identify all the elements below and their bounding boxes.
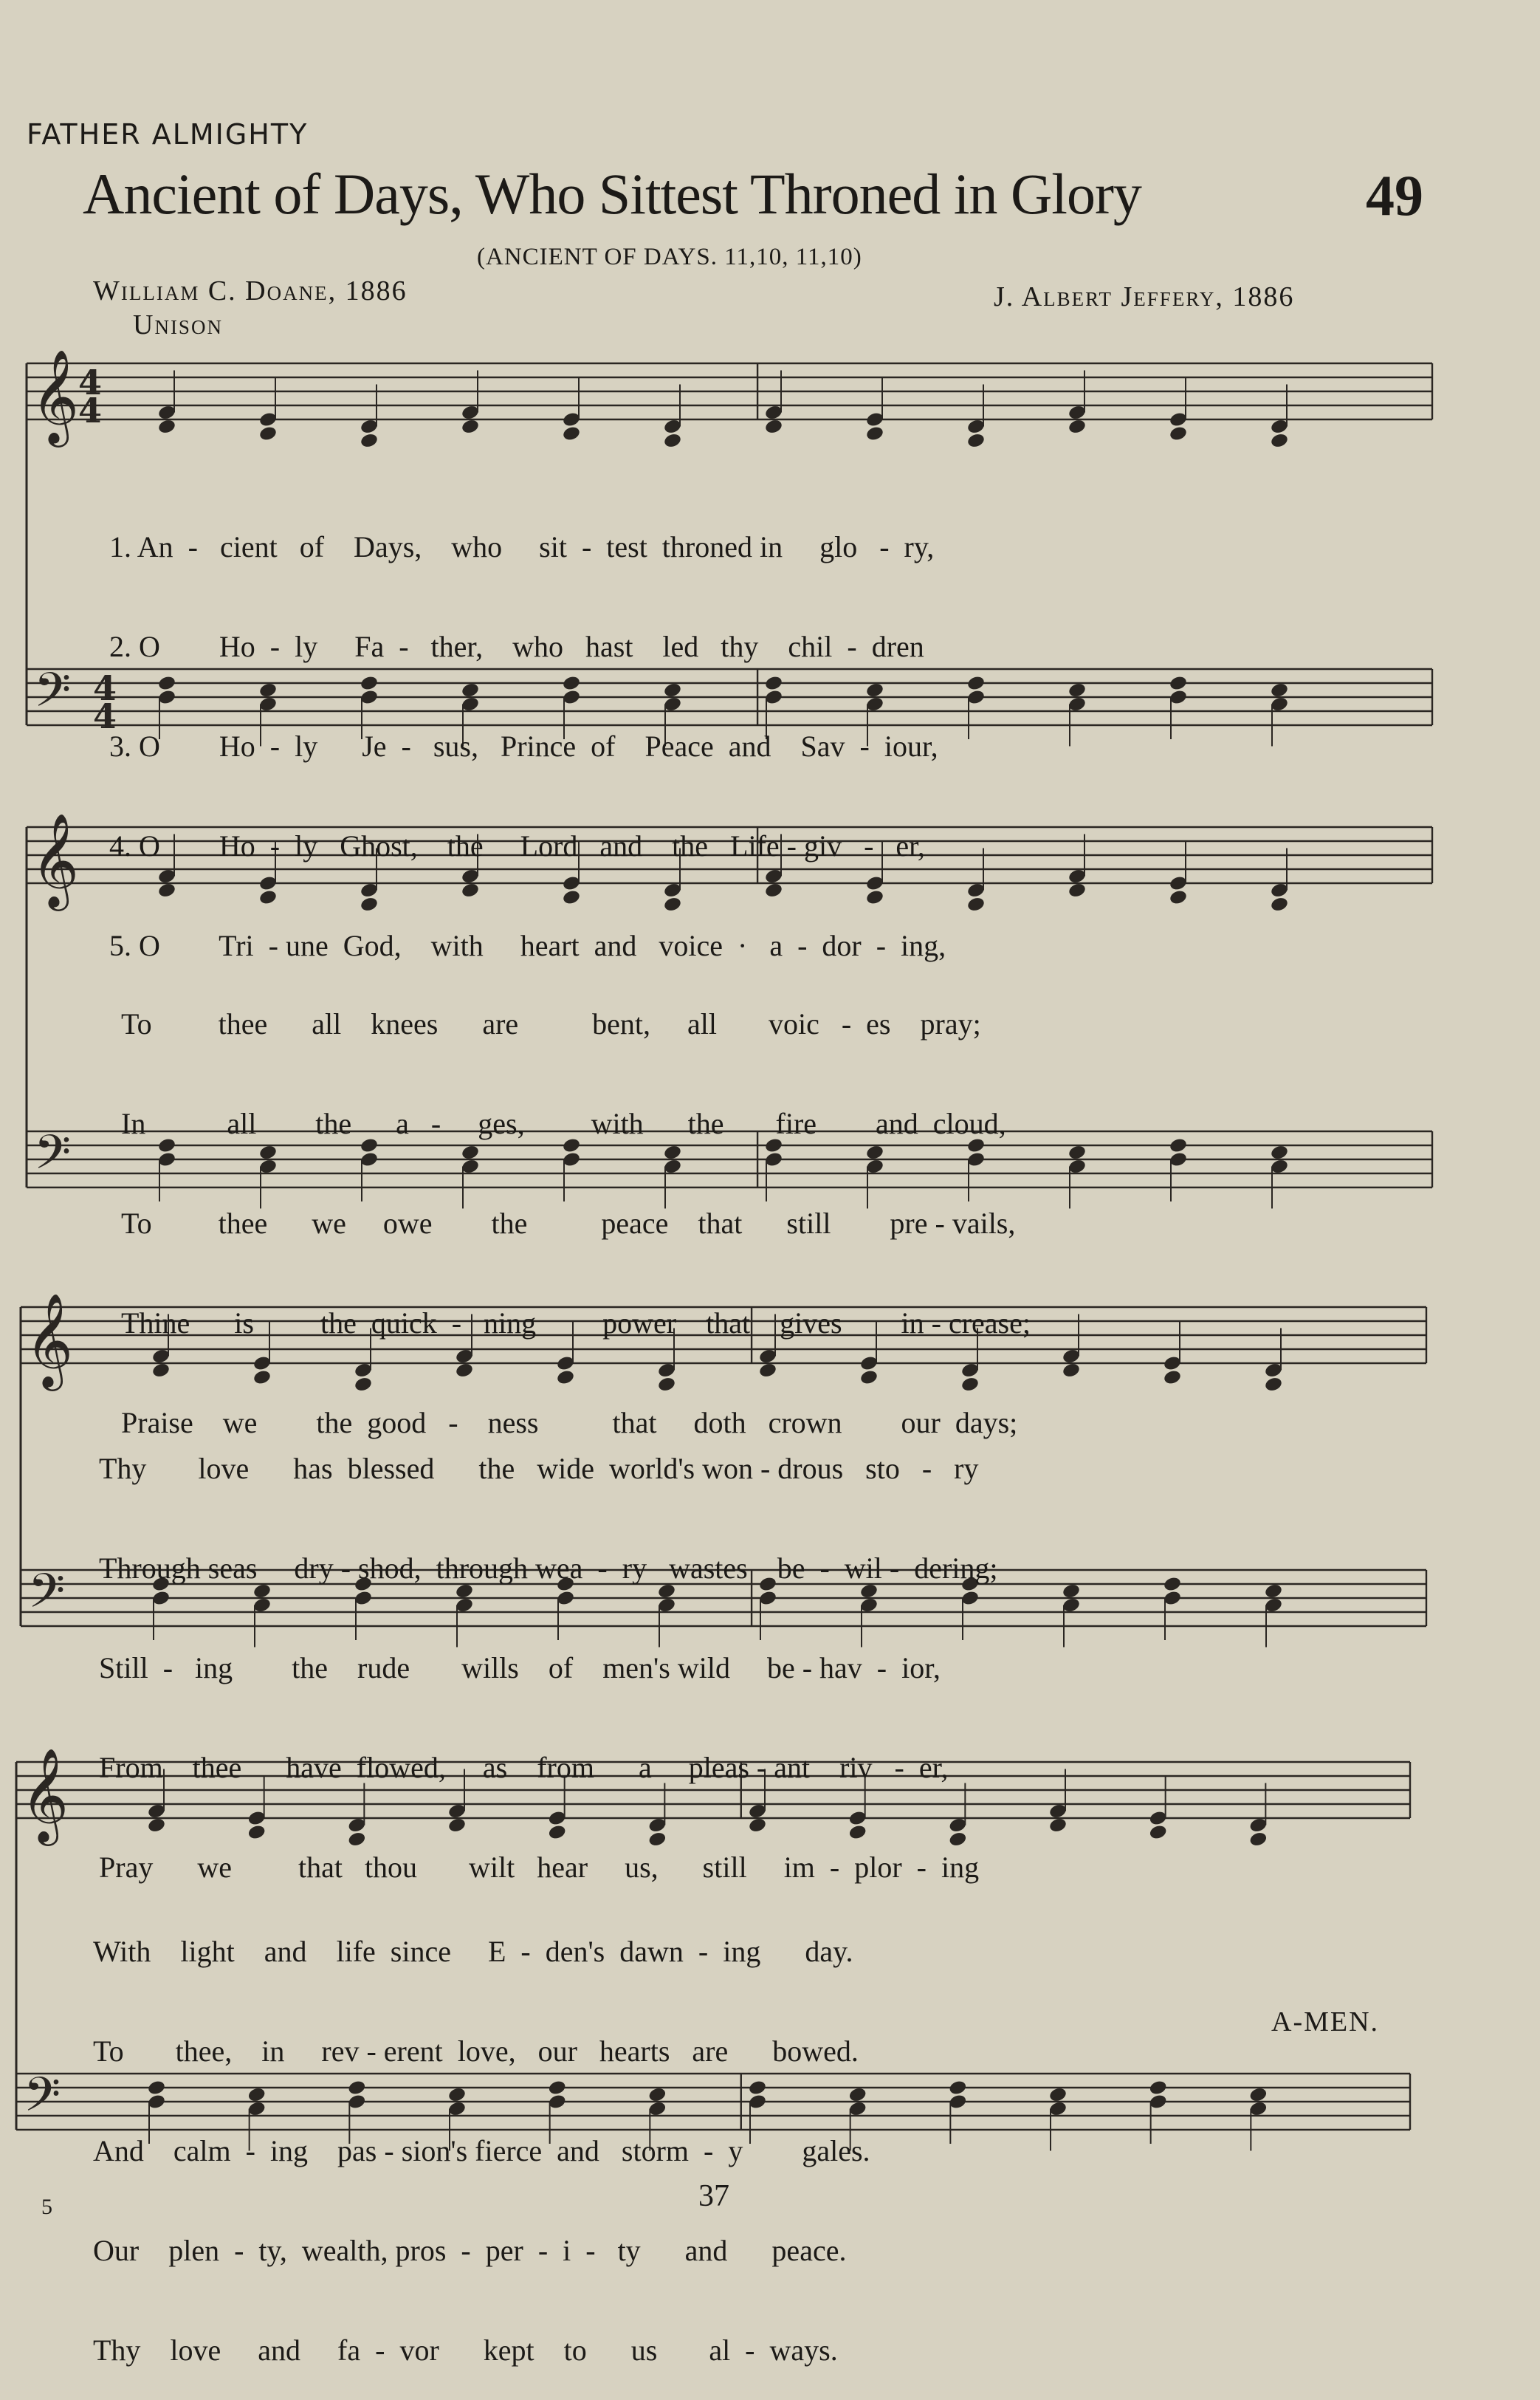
treble-clef-icon: 𝄞	[21, 1747, 69, 1842]
lyric-line: To thee, in rev - erent love, our hearts are bowed.	[93, 2034, 859, 2068]
note-head	[966, 432, 986, 449]
note-head	[1163, 1369, 1182, 1386]
note-head	[1248, 2086, 1268, 2103]
lyric-line: 1. An - cient of Days, who sit - test throned in glo - ry,	[109, 530, 935, 563]
lyric-line: Thy love and fa - vor kept to us al - ways.	[93, 2334, 838, 2367]
lyric-line: From thee have flowed, as from a pleas - ant riv - er,	[99, 1751, 949, 1784]
note-head	[1048, 1817, 1068, 1834]
note-head	[1062, 1583, 1081, 1600]
time-signature: 4	[78, 363, 103, 402]
lyric-line: With light and life since E - den's dawn - ing day.	[93, 1935, 853, 1968]
unison-direction: Unison	[133, 309, 223, 340]
hymn-number: 49	[1366, 163, 1423, 227]
note-head	[865, 425, 884, 442]
lyric-line: Thy love has blessed the wide world's won - drous sto - ry	[99, 1452, 979, 1485]
bass-clef-icon: 𝄢	[28, 1564, 66, 1631]
bass-clef-icon: 𝄢	[24, 2068, 61, 2134]
note-head	[948, 2080, 967, 2096]
note-head	[1264, 1583, 1283, 1600]
note-head	[1068, 1144, 1087, 1161]
hymn-title: Ancient of Days, Who Sittest Throned in Glory	[83, 162, 1141, 226]
lyric-line: To thee we owe the peace that still pre - vails,	[121, 1207, 1016, 1240]
time-signature: 4	[93, 668, 117, 708]
note-head	[1169, 675, 1188, 692]
time-signature: 4	[78, 391, 103, 431]
lyrics-system-1	[109, 464, 946, 995]
note-head	[157, 418, 176, 435]
note-head	[663, 432, 682, 449]
lyric-line: Through seas dry - shod, through wea - ry wastes be - wil - dering;	[99, 1552, 998, 1585]
note-head	[966, 675, 986, 692]
section-heading: FATHER ALMIGHTY	[27, 118, 309, 151]
note-head	[461, 418, 480, 435]
lyric-line: Still - ing the rude wills of men's wild be - hav - ior,	[99, 1651, 941, 1684]
note-head	[1169, 889, 1188, 906]
note-head	[1169, 1137, 1188, 1154]
tune-name: (ANCIENT OF DAYS. 11,10, 11,10)	[477, 244, 862, 270]
lyric-line: 4. O Ho - ly Ghost, the Lord and the Life - giv - er,	[109, 829, 925, 863]
time-signature: 4	[93, 696, 117, 736]
note-head	[258, 425, 278, 442]
treble-clef-icon: 𝄞	[31, 349, 80, 443]
note-head	[1068, 418, 1087, 435]
note-head	[1163, 1576, 1182, 1593]
note-head	[562, 425, 581, 442]
note-head	[1048, 2086, 1068, 2103]
treble-clef-icon: 𝄞	[31, 812, 80, 907]
note-head	[1068, 882, 1087, 899]
author-credit: William C. Doane, 1886	[93, 275, 408, 306]
lyric-line: Our plen - ty, wealth, pros - per - i - ty and peace.	[93, 2234, 847, 2267]
note-head	[1270, 896, 1289, 913]
lyric-line: And calm - ing pas - sion's fierce and storm - y gales.	[93, 2134, 870, 2167]
lyric-line: Praise we the good - ness that doth crown our days;	[121, 1406, 1018, 1439]
lyric-line: 3. O Ho - ly Je - sus, Prince of Peace and Sav - iour,	[109, 730, 938, 763]
note-head	[764, 418, 783, 435]
note-head	[1149, 1824, 1168, 1841]
lyrics-system-4	[93, 1868, 870, 2400]
note-head	[1248, 1831, 1268, 1848]
treble-clef-icon: 𝄞	[25, 1292, 74, 1387]
note-head	[1270, 432, 1289, 449]
bass-clef-icon: 𝄢	[34, 1125, 72, 1192]
lyrics-system-3	[99, 1385, 998, 1917]
note-head	[1068, 682, 1087, 699]
lyric-line: Pray we that thou wilt hear us, still im - plor - ing	[99, 1851, 980, 1884]
signature-mark: 5	[41, 2195, 52, 2219]
amen-label: A-MEN.	[1271, 2006, 1380, 2037]
lyric-line: 2. O Ho - ly Fa - ther, who hast led thy chil - dren	[109, 630, 924, 663]
note-head	[360, 432, 379, 449]
composer-credit: J. Albert Jeffery, 1886	[994, 281, 1295, 312]
lyric-line: 5. O Tri - une God, with heart and voice · a - dor - ing,	[109, 929, 946, 962]
note-head	[1149, 2080, 1168, 2096]
note-head	[1264, 1376, 1283, 1393]
note-head	[1270, 682, 1289, 699]
lyric-line: In all the a - ges, with the fire and cloud,	[121, 1107, 1006, 1140]
note-head	[1270, 1144, 1289, 1161]
note-head	[966, 896, 986, 913]
lyric-line: Thine is the quick - ning power that gives in - crease;	[121, 1306, 1031, 1340]
lyric-line: To thee all knees are bent, all voic - es pray;	[121, 1007, 981, 1040]
bass-clef-icon: 𝄢	[34, 663, 72, 730]
page-number: 37	[698, 2179, 729, 2213]
note-head	[1169, 425, 1188, 442]
note-head	[1062, 1362, 1081, 1379]
